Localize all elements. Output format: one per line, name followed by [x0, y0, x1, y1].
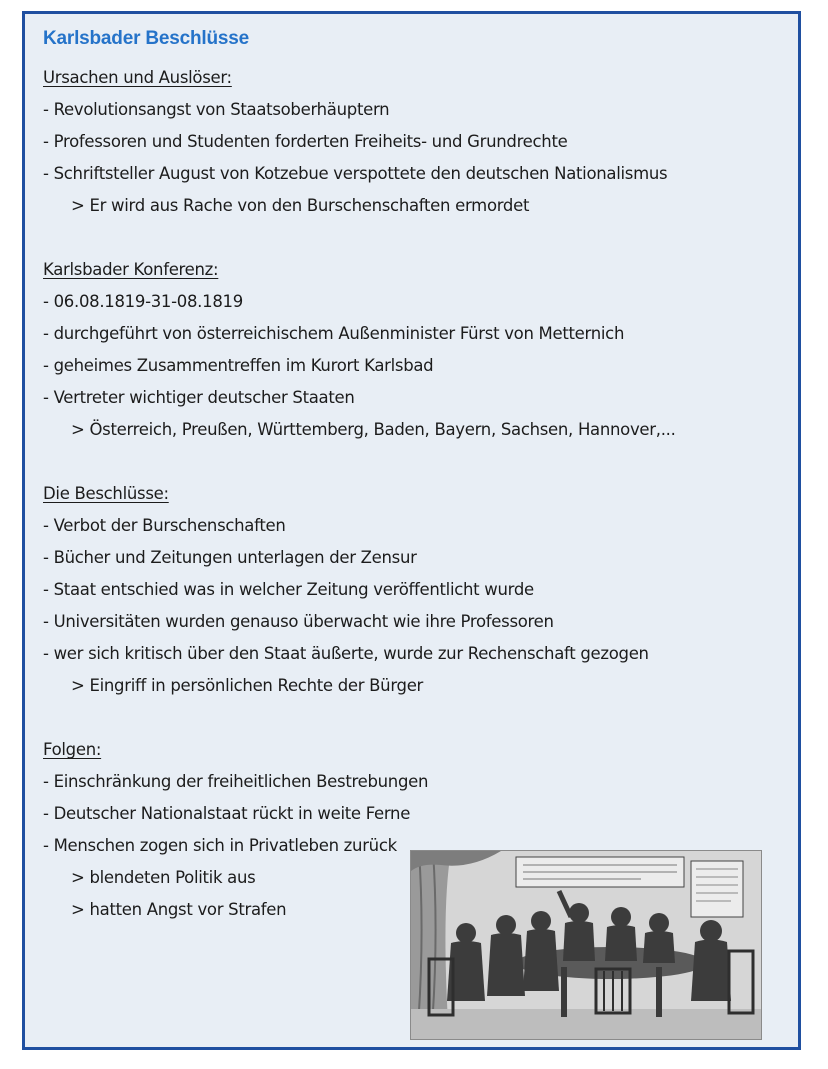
- sub-item: > blendeten Politik aus: [71, 868, 256, 887]
- list-item: - Vertreter wichtiger deutscher Staaten: [43, 388, 355, 407]
- list-item: - Bücher und Zeitungen unterlagen der Zensur: [43, 548, 417, 567]
- list-item: - Revolutionsangst von Staatsoberhäuptern: [43, 100, 390, 119]
- note-card: [22, 11, 801, 1050]
- section-heading-konferenz: Karlsbader Konferenz:: [43, 260, 219, 279]
- list-item: - Universitäten wurden genauso überwacht wie ihre Professoren: [43, 612, 554, 631]
- list-item: - geheimes Zusammentreffen im Kurort Karlsbad: [43, 356, 434, 375]
- sub-item: > Er wird aus Rache von den Burschenschaften ermordet: [71, 196, 530, 215]
- section-heading-folgen: Folgen:: [43, 740, 102, 759]
- list-item: - durchgeführt von österreichischem Außenminister Fürst von Metternich: [43, 324, 625, 343]
- historical-cartoon-image: [410, 850, 762, 1040]
- list-item: - 06.08.1819-31-08.1819: [43, 292, 243, 311]
- list-item: - Deutscher Nationalstaat rückt in weite Ferne: [43, 804, 411, 823]
- page-title: Karlsbader Beschlüsse: [43, 28, 249, 49]
- note-content: [43, 62, 783, 926]
- list-item: - Professoren und Studenten forderten Freiheits- und Grundrechte: [43, 132, 568, 151]
- list-item: - Staat entschied was in welcher Zeitung veröffentlicht wurde: [43, 580, 534, 599]
- sub-item: > Eingriff in persönlichen Rechte der Bürger: [71, 676, 424, 695]
- section-heading-beschluesse: Die Beschlüsse:: [43, 484, 169, 503]
- sub-item: > Österreich, Preußen, Württemberg, Baden, Bayern, Sachsen, Hannover,...: [71, 420, 676, 439]
- list-item: - Menschen zogen sich in Privatleben zurück: [43, 836, 397, 855]
- section-heading-ursachen: Ursachen und Auslöser:: [43, 68, 232, 87]
- list-item: - Schriftsteller August von Kotzebue verspottete den deutschen Nationalismus: [43, 164, 668, 183]
- list-item: - Verbot der Burschenschaften: [43, 516, 286, 535]
- cartoon-drawing: [411, 851, 761, 1039]
- list-item: - wer sich kritisch über den Staat äußerte, wurde zur Rechenschaft gezogen: [43, 644, 649, 663]
- sub-item: > hatten Angst vor Strafen: [71, 900, 287, 919]
- list-item: - Einschränkung der freiheitlichen Bestrebungen: [43, 772, 429, 791]
